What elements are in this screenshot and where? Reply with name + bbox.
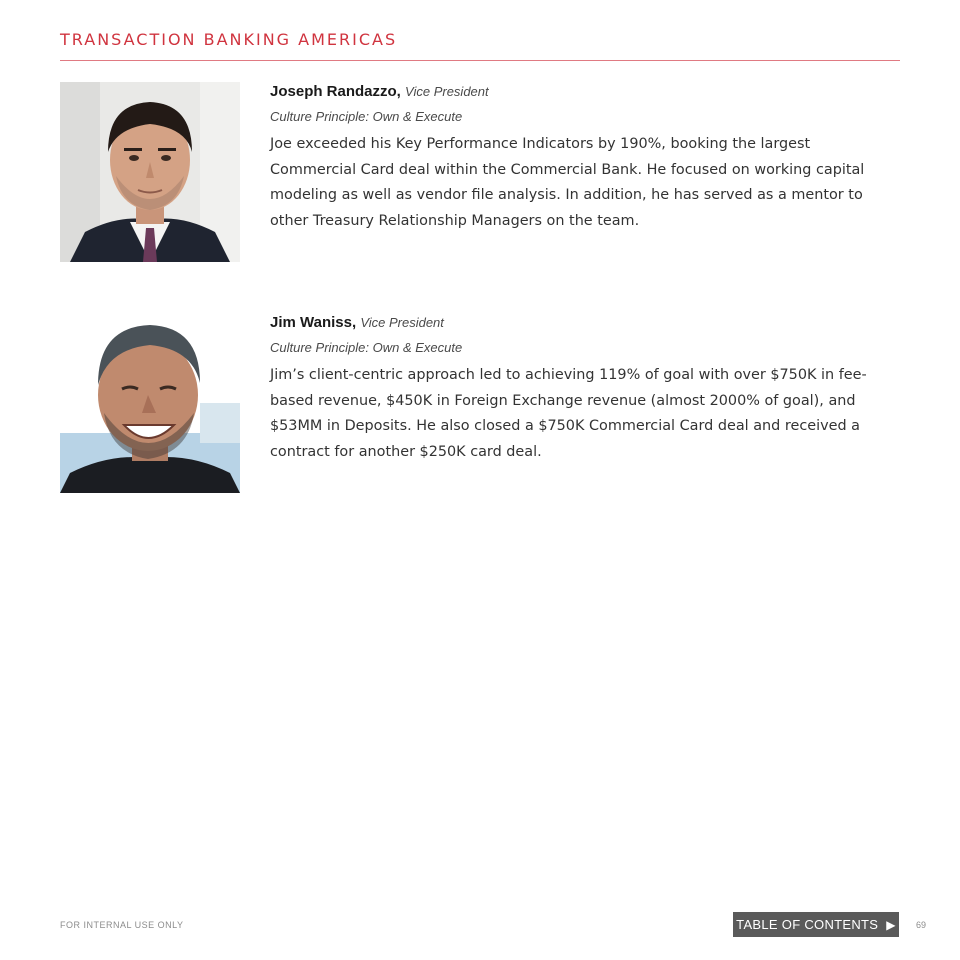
- section-title: TRANSACTION BANKING AMERICAS: [60, 30, 398, 49]
- profile-photo: [60, 82, 240, 262]
- employee-title: Vice President: [360, 315, 444, 330]
- name-line: [270, 82, 900, 102]
- toc-label: TABLE OF CONTENTS: [736, 917, 879, 932]
- culture-principle: Culture Principle: Own & Execute: [270, 109, 463, 124]
- page-number: 69: [916, 920, 927, 930]
- internal-use-note: FOR INTERNAL USE ONLY: [60, 920, 184, 930]
- profile-photo: [60, 313, 240, 493]
- culture-principle: Culture Principle: Own & Execute: [270, 340, 463, 355]
- employee-title: Vice President: [405, 84, 489, 99]
- employee-bio: Joe exceeded his Key Performance Indicators by 190%, booking the largest Commercial Card deal within the Commercial Bank. He focused on working capital modeling as well as vendor file analysis. In addition, he has served as a mentor to other Treasury Relationship Managers on the team.: [270, 136, 865, 229]
- employee-bio: Jim’s client-centric approach led to achieving 119% of goal with over $750K in fee-based revenue, $450K in Foreign Exchange revenue (almost 2000% of goal), and $53MM in Deposits. He also closed a $750K Commercial Card deal and received a contract for another $250K card deal.: [270, 367, 867, 460]
- profile-text: [270, 82, 900, 234]
- profile-card: [60, 82, 900, 262]
- profile-text: [270, 313, 900, 465]
- employee-name: Jim Waniss,: [270, 314, 357, 331]
- employee-name: Joseph Randazzo,: [270, 83, 401, 100]
- play-arrow-icon: ▶: [886, 917, 896, 932]
- section-divider: [60, 60, 900, 61]
- table-of-contents-button[interactable]: [733, 912, 899, 937]
- name-line: [270, 313, 900, 333]
- profile-card: [60, 313, 900, 493]
